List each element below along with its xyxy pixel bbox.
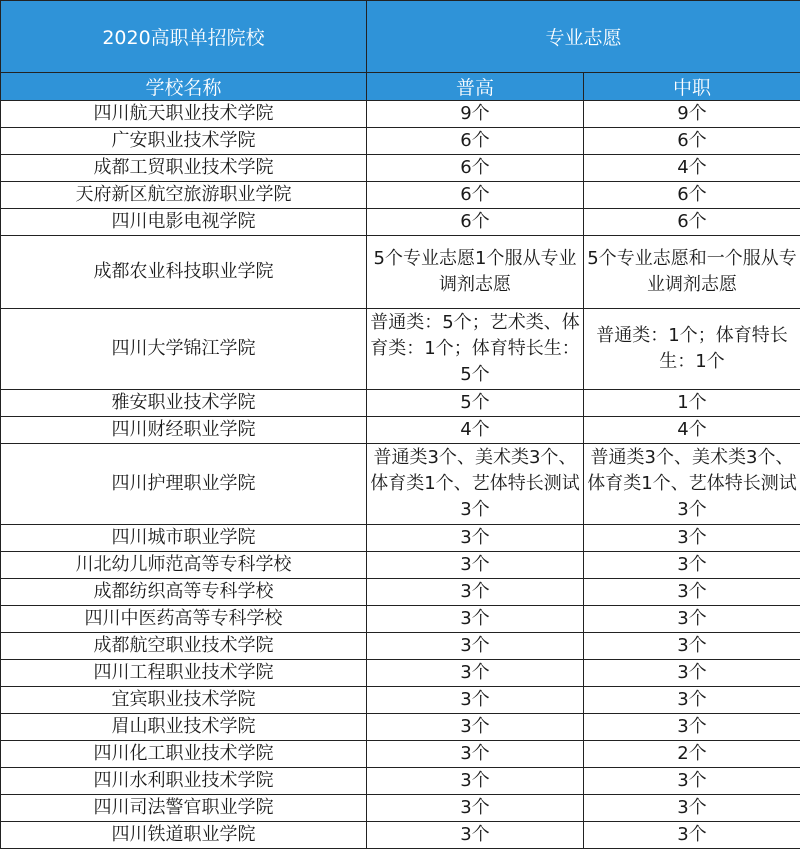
general-cell: 6个 [367,209,584,236]
vocational-cell: 普通类3个、美术类3个、体育类1个、艺体特长测试3个 [584,444,800,525]
table-row [1,687,800,714]
general-cell: 9个 [367,101,584,128]
vocational-cell: 3个 [584,525,800,552]
general-cell: 6个 [367,155,584,182]
table-row [1,741,800,768]
header-general: 普高 [367,73,584,101]
vocational-cell: 3个 [584,714,800,741]
school-name-cell: 四川化工职业技术学院 [1,741,367,768]
school-name-cell: 成都工贸职业技术学院 [1,155,367,182]
general-cell: 3个 [367,822,584,849]
header-row-top [1,1,800,73]
general-cell: 普通类：5个；艺术类、体育类：1个；体育特长生：5个 [367,309,584,390]
school-name-cell: 四川中医药高等专科学校 [1,606,367,633]
school-name-cell: 广安职业技术学院 [1,128,367,155]
school-name-cell: 四川水利职业技术学院 [1,768,367,795]
school-name-cell: 雅安职业技术学院 [1,390,367,417]
general-cell: 3个 [367,768,584,795]
table-row [1,633,800,660]
table-row [1,552,800,579]
vocational-cell: 4个 [584,417,800,444]
general-cell: 3个 [367,714,584,741]
table-row [1,155,800,182]
vocational-cell: 6个 [584,209,800,236]
table-row [1,236,800,309]
vocational-cell: 3个 [584,633,800,660]
table-body [1,101,800,849]
header-school-group: 2020高职单招院校 [1,1,367,73]
school-name-cell: 天府新区航空旅游职业学院 [1,182,367,209]
table-row [1,768,800,795]
general-cell: 3个 [367,525,584,552]
general-cell: 5个 [367,390,584,417]
general-cell: 3个 [367,741,584,768]
school-name-cell: 四川大学锦江学院 [1,309,367,390]
table-row [1,128,800,155]
school-name-cell: 四川航天职业技术学院 [1,101,367,128]
table-row [1,525,800,552]
school-name-cell: 四川铁道职业学院 [1,822,367,849]
general-cell: 6个 [367,128,584,155]
table-row [1,444,800,525]
table-row [1,390,800,417]
general-cell: 3个 [367,687,584,714]
school-name-cell: 成都纺织高等专科学校 [1,579,367,606]
school-name-cell: 四川城市职业学院 [1,525,367,552]
vocational-cell: 3个 [584,579,800,606]
table-row [1,417,800,444]
table-row [1,714,800,741]
general-cell: 6个 [367,182,584,209]
vocational-cell: 3个 [584,687,800,714]
school-name-cell: 四川护理职业学院 [1,444,367,525]
school-name-cell: 四川财经职业学院 [1,417,367,444]
general-cell: 5个专业志愿1个服从专业调剂志愿 [367,236,584,309]
general-cell: 4个 [367,417,584,444]
general-cell: 3个 [367,606,584,633]
vocational-cell: 6个 [584,182,800,209]
general-cell: 3个 [367,552,584,579]
header-row-sub [1,73,800,101]
table-row [1,309,800,390]
school-name-cell: 眉山职业技术学院 [1,714,367,741]
table-row [1,606,800,633]
general-cell: 3个 [367,660,584,687]
vocational-cell: 3个 [584,768,800,795]
general-cell: 3个 [367,795,584,822]
school-name-cell: 四川工程职业技术学院 [1,660,367,687]
vocational-cell: 3个 [584,660,800,687]
general-cell: 普通类3个、美术类3个、体育类1个、艺体特长测试3个 [367,444,584,525]
header-school-name: 学校名称 [1,73,367,101]
general-cell: 3个 [367,633,584,660]
vocational-cell: 6个 [584,128,800,155]
vocational-cell: 1个 [584,390,800,417]
header-major-group: 专业志愿 [367,1,800,73]
vocational-cell: 4个 [584,155,800,182]
table-row [1,182,800,209]
vocational-cell: 普通类：1个；体育特长生：1个 [584,309,800,390]
vocational-cell: 3个 [584,606,800,633]
school-name-cell: 成都农业科技职业学院 [1,236,367,309]
vocational-cell: 3个 [584,552,800,579]
general-cell: 3个 [367,579,584,606]
table-row [1,795,800,822]
vocational-cell: 9个 [584,101,800,128]
table-row [1,209,800,236]
table-row [1,101,800,128]
table-row [1,822,800,849]
table-row [1,660,800,687]
vocational-cell: 5个专业志愿和一个服从专业调剂志愿 [584,236,800,309]
vocational-cell: 2个 [584,741,800,768]
vocational-cell: 3个 [584,795,800,822]
school-name-cell: 川北幼儿师范高等专科学校 [1,552,367,579]
vocational-cell: 3个 [584,822,800,849]
school-name-cell: 宜宾职业技术学院 [1,687,367,714]
school-name-cell: 成都航空职业技术学院 [1,633,367,660]
table-row [1,579,800,606]
header-vocational: 中职 [584,73,800,101]
school-name-cell: 四川司法警官职业学院 [1,795,367,822]
school-name-cell: 四川电影电视学院 [1,209,367,236]
